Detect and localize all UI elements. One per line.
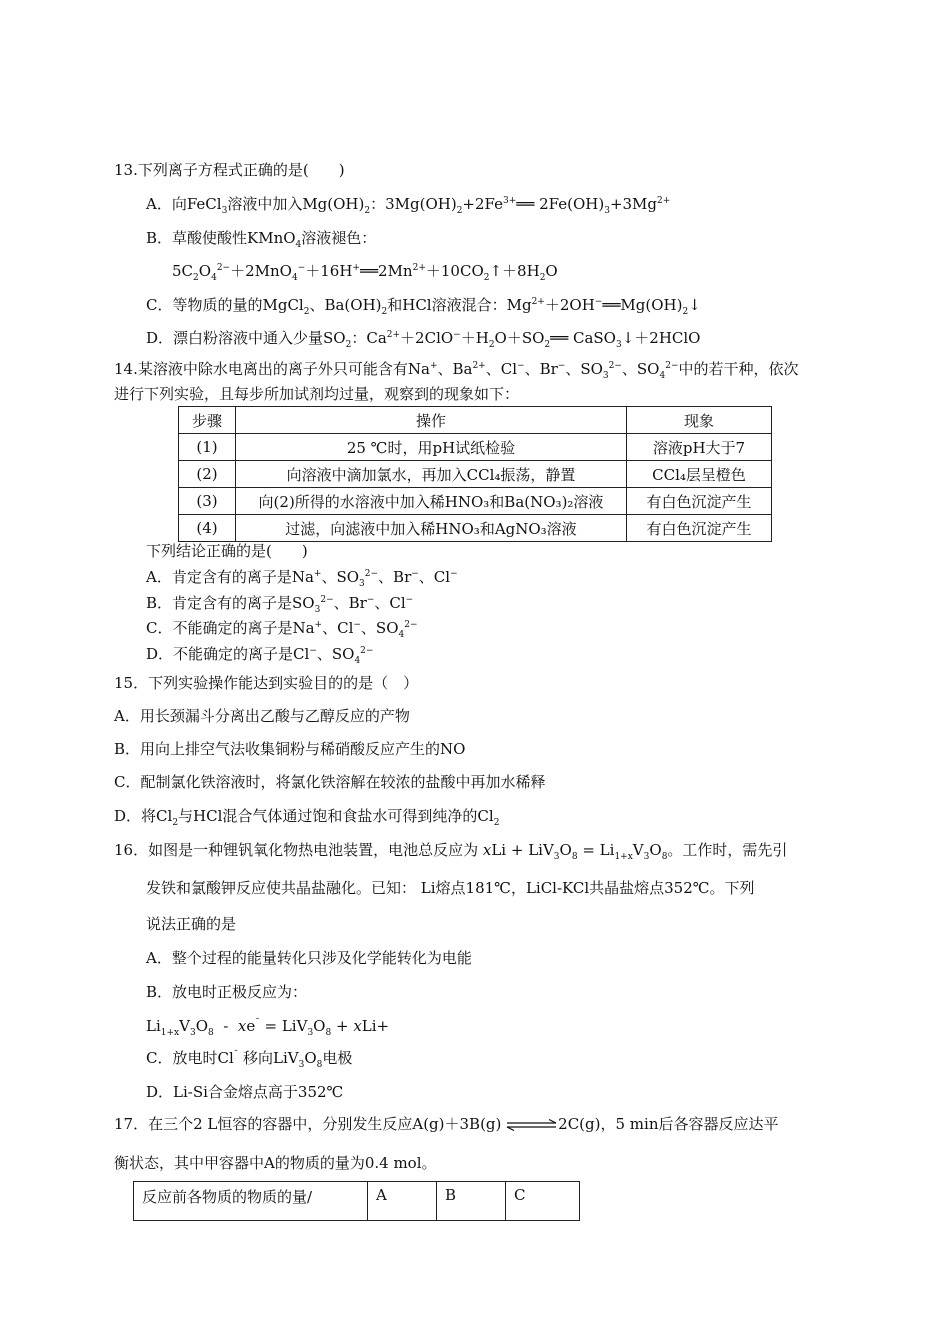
q14-option-c: C．不能确定的离子是Na+、Cl−、$SO_4^{2-}$ (146, 619, 418, 640)
operation-cell: 过滤，向滤液中加入稀HNO₃和AgNO₃溶液 (236, 515, 627, 542)
q17-table (133, 1181, 580, 1221)
table-row (179, 515, 772, 542)
table-row (179, 461, 772, 488)
header-operation: 操作 (236, 407, 627, 434)
q13-option-b: B．草酸使酸性KMnO$_4$溶液褪色： (146, 229, 377, 250)
header-step: 步骤 (179, 407, 236, 434)
q13-option-a: A．向FeCl$_3$溶液中加入$Mg(OH)_2$：$3Mg(OH)_2+2Fe^{3+}══$ $2Fe(OH)_3+3Mg^{2+}$ (146, 195, 671, 216)
table-row (179, 434, 772, 461)
q13-stem: 13.下列离子方程式正确的是( ) (114, 161, 345, 179)
q17-stem-line1: 17．在三个2 L恒容的容器中，分别发生反应A(g)＋3B(g) 2C(g)，5 min后各容器反应达平 (114, 1115, 779, 1133)
observation-cell: CCl₄层呈橙色 (627, 461, 772, 488)
q15-option-d: D．将$Cl_2$与HCl混合气体通过饱和食盐水可得到纯净的$Cl_2$ (114, 807, 500, 828)
experiment-table (178, 406, 772, 542)
q13-option-b-equation: $5C_2O_4^{2-}+2MnO_4^-+16H^+══2Mn^{2+}+10CO_2↑+8H_2O$ (172, 262, 558, 283)
q16-stem-line2: 发铁和氯酸钾反应使共晶盐融化。已知： Li熔点181℃，LiCl-KCl共晶盐熔点352℃。下列 (146, 879, 755, 897)
q15-option-a: A．用长颈漏斗分离出乙酸与乙醇反应的产物 (114, 707, 410, 725)
step-cell: (1) (179, 434, 236, 461)
q15-stem: 15．下列实验操作能达到实验目的的是（ ） (114, 674, 419, 692)
q14-question: 下列结论正确的是( ) (146, 542, 308, 560)
species-c-cell: C (506, 1182, 580, 1221)
q16-stem-line1: 16．如图是一种锂钒氧化物热电池装置，电池总反应为 xLi + $LiV_3O_8 = Li_{1+x}V_3O_8$。工作时，需先引 (114, 841, 788, 862)
q16-option-b-equation: $Li_{1+x}V_3O_8 - xe^¯ = LiV_3O_8 + xLi+$ (146, 1017, 390, 1038)
q14-option-b: B．肯定含有的离子是$SO_3^{2-}$、Br−、Cl− (146, 594, 414, 615)
q14-option-d: D．不能确定的离子是Cl−、$SO_4^{2-}$ (146, 645, 374, 666)
q14-stem-line2: 进行下列实验，且每步所加试剂均过量，观察到的现象如下： (114, 385, 520, 403)
operation-cell: 向(2)所得的水溶液中加入稀HNO₃和Ba(NO₃)₂溶液 (236, 488, 627, 515)
q14-option-a: A．肯定含有的离子是Na+、$SO_3^{2-}$、Br−、Cl− (146, 568, 458, 589)
reversible-arrow-icon (506, 1119, 558, 1131)
species-b-cell: B (437, 1182, 506, 1221)
q13-option-c: C．等物质的量的MgCl$_2$、$Ba(OH)_2$和HCl溶液混合：$Mg^{2+}+2OH^-══Mg(OH)_2↓$ (146, 296, 701, 317)
q16-option-c: C．放电时Cl¯ 移向$LiV_3O_8$电极 (146, 1049, 353, 1070)
step-cell: (2) (179, 461, 236, 488)
observation-cell: 有白色沉淀产生 (627, 515, 772, 542)
observation-cell: 溶液pH大于7 (627, 434, 772, 461)
header-observation: 现象 (627, 407, 772, 434)
operation-cell: 25 ℃时，用pH试纸检验 (236, 434, 627, 461)
step-cell: (4) (179, 515, 236, 542)
q16-option-b: B．放电时正极反应为： (146, 983, 308, 1001)
q17-stem-line2: 衡状态，其中甲容器中A的物质的量为0.4 mol。 (114, 1154, 437, 1172)
table-header-row (179, 407, 772, 434)
q16-option-a: A．整个过程的能量转化只涉及化学能转化为电能 (146, 949, 472, 967)
q16-option-d: D．Li-Si合金熔点高于352℃ (146, 1083, 344, 1101)
operation-cell: 向溶液中滴加氯水，再加入CCl₄振荡，静置 (236, 461, 627, 488)
observation-cell: 有白色沉淀产生 (627, 488, 772, 515)
q16-stem-line3: 说法正确的是 (146, 915, 237, 933)
table-row (134, 1182, 580, 1221)
q14-stem-line1: 14.某溶液中除水电离出的离子外只可能含有Na+、$Ba^{2+}$、Cl−、Br−、$SO_3^{2-}$、$SO_4^{2-}$中的若干种，依次 (114, 360, 799, 381)
q15-option-b: B．用向上排空气法收集铜粉与稀硝酸反应产生的NO (114, 740, 466, 758)
amount-header-cell: 反应前各物质的物质的量/ (134, 1182, 368, 1221)
species-a-cell: A (368, 1182, 437, 1221)
table-row (179, 488, 772, 515)
q15-option-c: C．配制氯化铁溶液时，将氯化铁溶解在较浓的盐酸中再加水稀释 (114, 773, 546, 791)
q13-option-d: D．漂白粉溶液中通入少量$SO_2$：$Ca^{2+}+2ClO^-+H_2O+SO_2══$ CaSO$_3$↓＋2HClO (146, 329, 701, 350)
step-cell: (3) (179, 488, 236, 515)
